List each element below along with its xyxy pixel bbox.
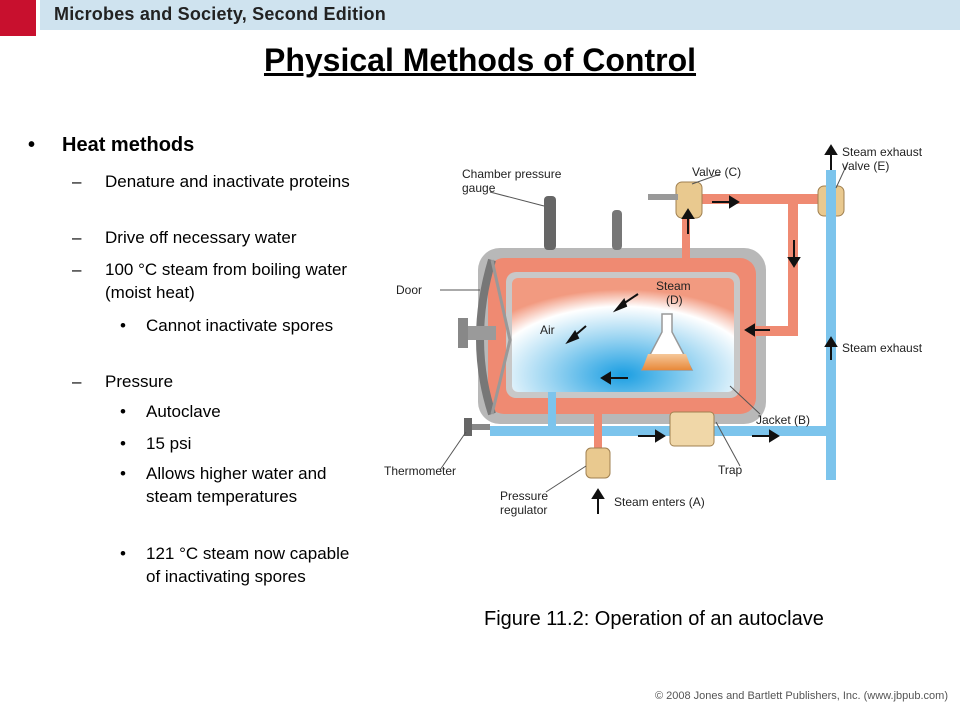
slide-title: Physical Methods of Control (263, 42, 697, 78)
label-steam: Steam (656, 279, 691, 293)
label-door: Door (396, 283, 423, 297)
label-valve-c: Valve (C) (692, 165, 742, 179)
door-handle (458, 318, 468, 348)
svg-text:gauge: gauge (462, 181, 496, 195)
label-air: Air (540, 323, 555, 337)
figure-caption: Figure 11.2: Operation of an autoclave (484, 608, 824, 630)
label-trap: Trap (718, 463, 743, 477)
trap (670, 412, 714, 446)
label-exhaust-valve: Steam exhaust (842, 145, 923, 159)
steam-pipe-top (682, 194, 822, 204)
svg-text:valve (E): valve (E) (842, 159, 890, 173)
copyright-notice: © 2008 Jones and Bartlett Publishers, Inc. (www.jbpub.com) (654, 690, 948, 702)
autoclave-diagram (380, 130, 950, 530)
label-pressure-regulator: Pressure (500, 489, 549, 503)
header-red-accent (0, 0, 36, 36)
svg-text:regulator: regulator (500, 503, 548, 517)
label-jacket: Jacket (B) (756, 413, 811, 427)
svg-text:(D): (D) (666, 293, 683, 307)
book-header (0, 0, 960, 36)
pressure-regulator (586, 448, 610, 478)
label-thermometer: Thermometer (384, 464, 457, 478)
label-steam-enters: Steam enters (A) (614, 495, 705, 509)
chamber-pressure-gauge (544, 196, 556, 250)
book-title: Microbes and Society, Second Edition (54, 4, 386, 24)
label-steam-exhaust: Steam exhaust (842, 341, 923, 355)
top-gauge (612, 210, 622, 250)
door-screw (466, 326, 496, 340)
label-chamber-gauge: Chamber pressure (462, 167, 562, 181)
